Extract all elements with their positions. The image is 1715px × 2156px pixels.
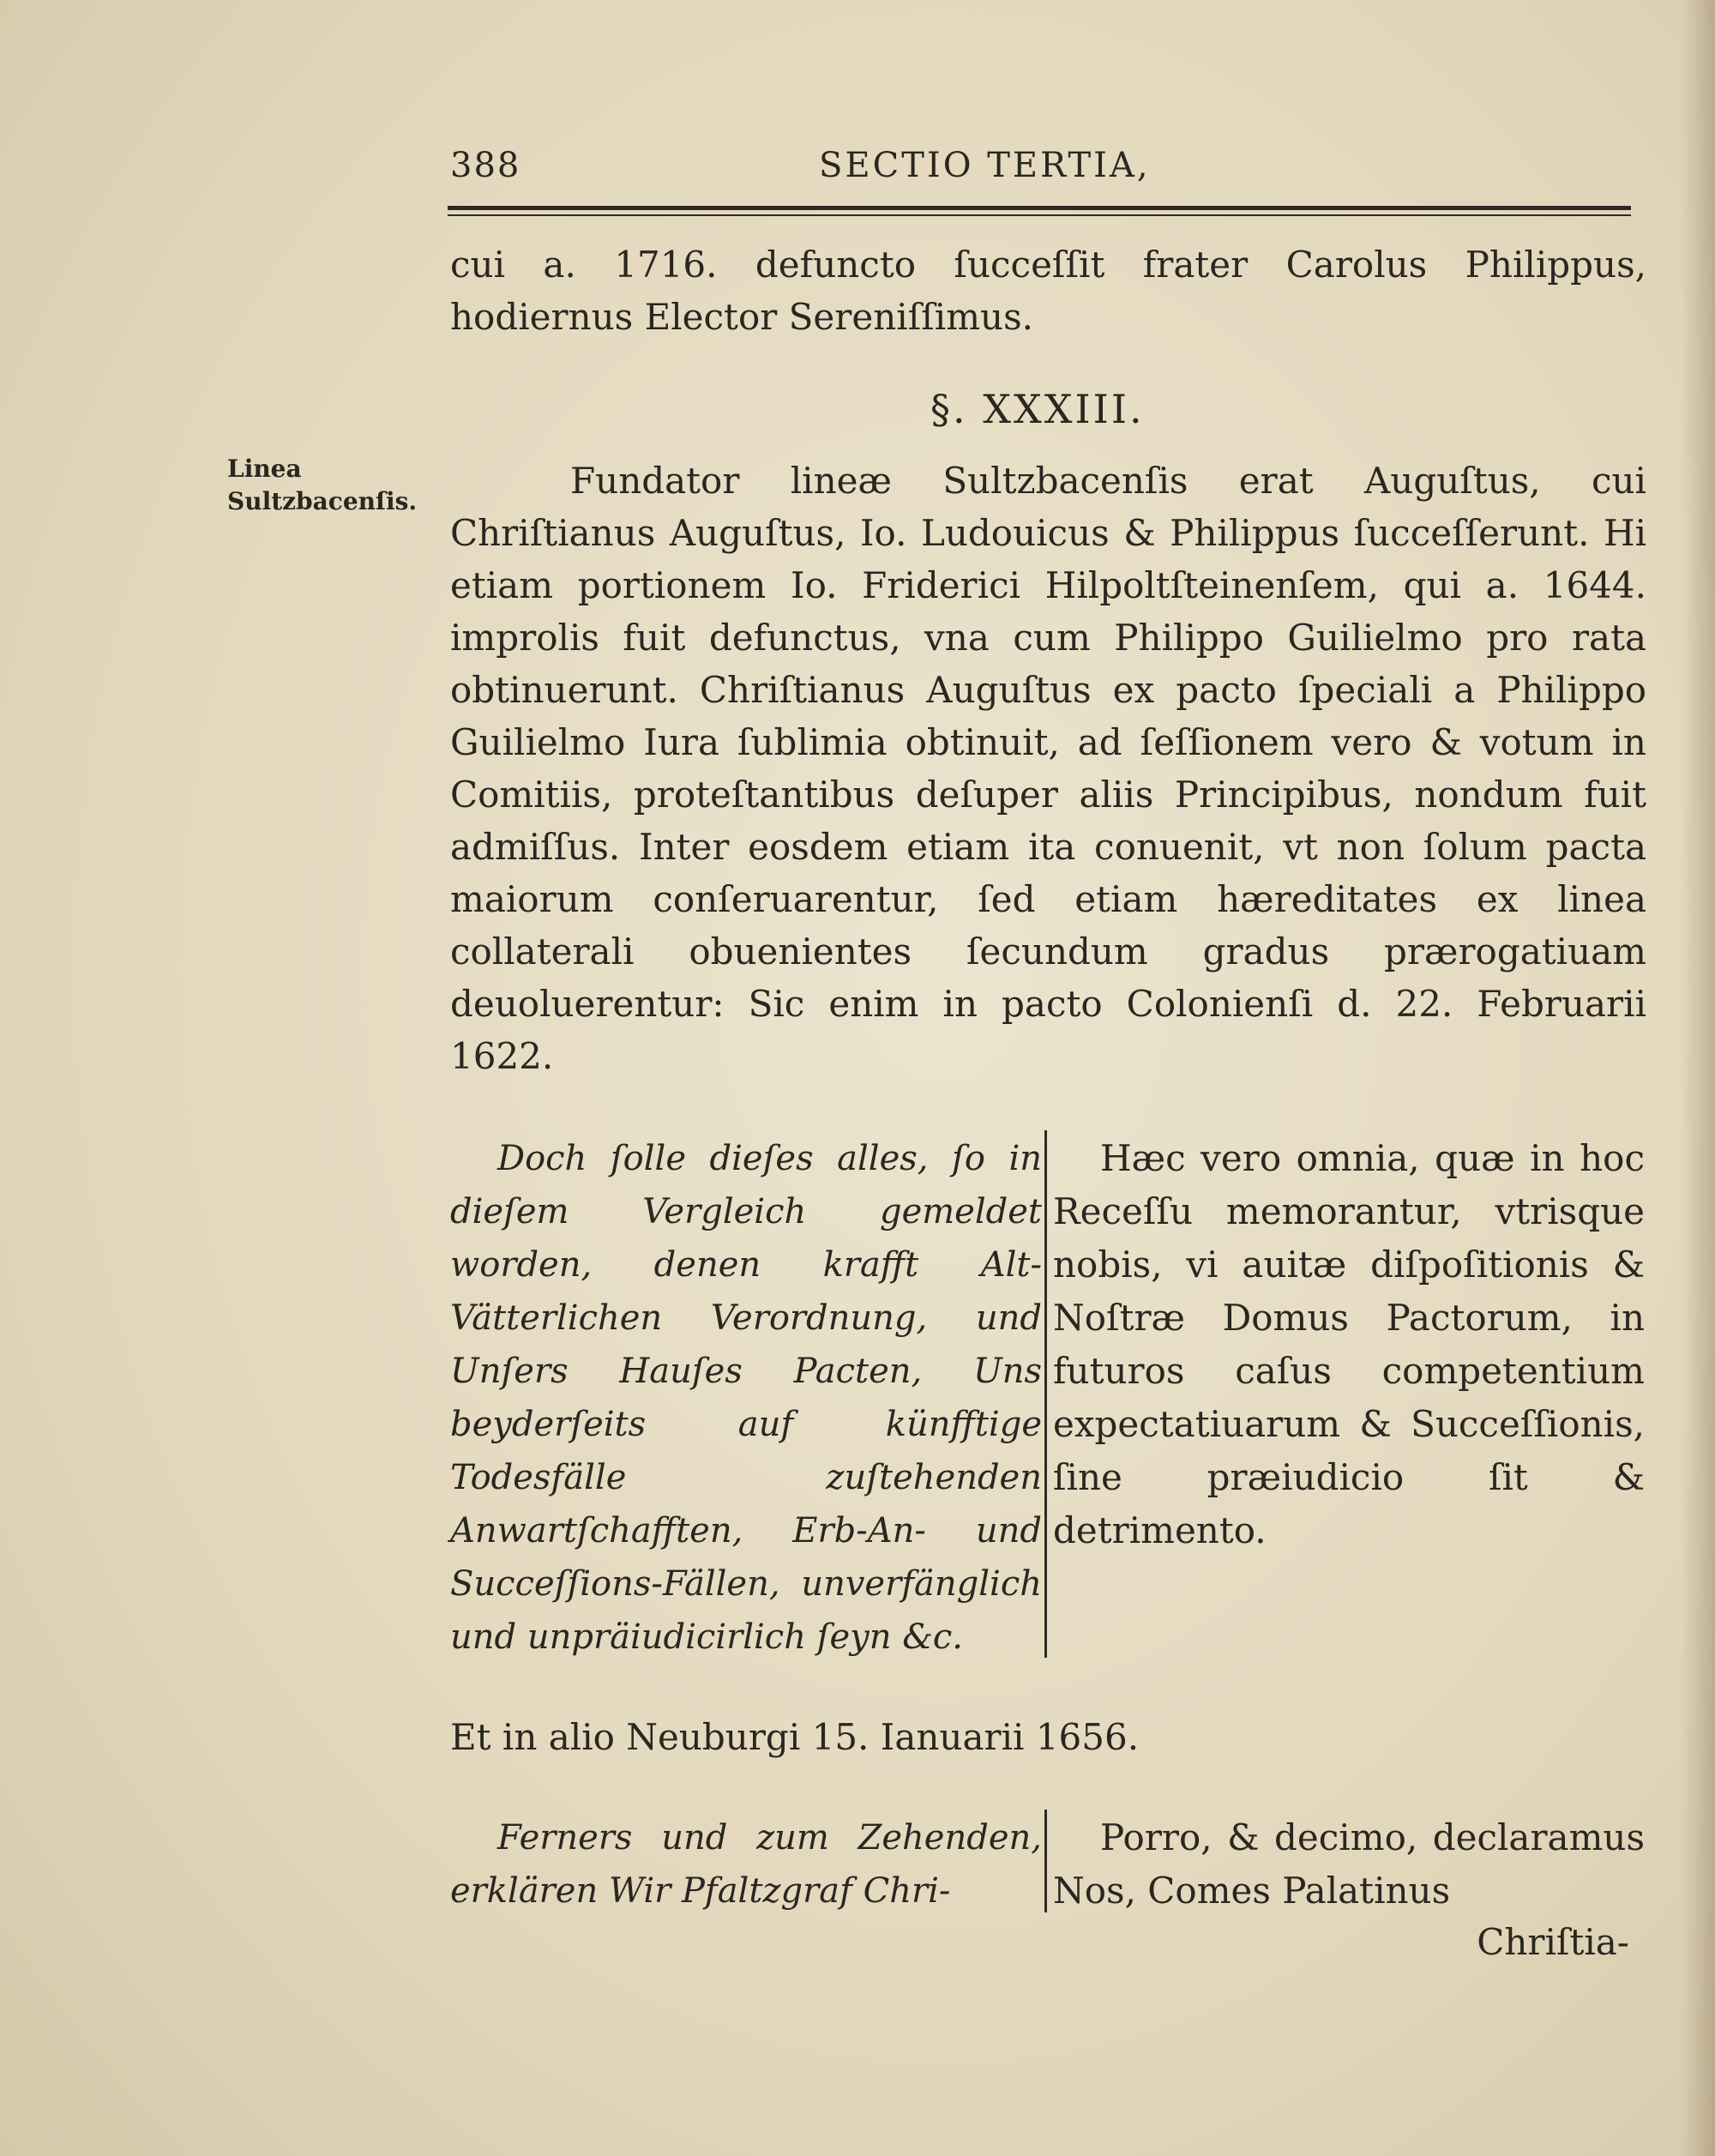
section-heading: §. XXXIII. (930, 386, 1145, 432)
quote-2-latin: Porro, & decimo, declaramus Nos, Comes Palatinus (1053, 1816, 1645, 1912)
page-header (450, 146, 1634, 197)
paragraph-2: Fundator lineæ Sultzbacenſis erat Auguſtus, cui Chriſtianus Auguſtus, Io. Ludouicus & Philippus ſucceſſerunt. Hi etiam portionem Io. Friderici Hilpoltſteinenſem, qui a. 1644. improlis fuit defunctus, vna cum Philippo Guilielmo pro rata obtinuerunt. Chriſtianus Auguſtus ex pacto ſpeciali a Philippo Guilielmo Iura ſublimia obtinuit, ad ſeſſionem vero & votum in Comitiis, proteſtantibus deſuper aliis Principibus, nondum fuit admiſſus. Inter eosdem etiam ita conuenit, vt non ſolum pacta maiorum conſeruarentur, ſed etiam hæreditates ex linea collaterali obuenientes ſecundum gradus prærogatiuam deuoluerentur: Sic enim in pacto Colonienſi d. 22. Februarii 1622. (450, 460, 1646, 1077)
paragraph-1: cui a. 1716. defuncto ſucceſſit frater Carolus Philippus, hodiernus Elector Sereniſſimus. (450, 244, 1646, 338)
column-divider-1 (1044, 1130, 1047, 1658)
paragraph-3: Et in alio Neuburgi 15. Ianuarii 1656. (450, 1716, 1140, 1758)
quote-2-german: Ferners und zum Zehenden, erklären Wir Pfaltzgraf Chri- (450, 1818, 1042, 1911)
catchword: Chriſtia- (1477, 1921, 1629, 1963)
margin-note: Linea Sultzbacenſis. (227, 455, 418, 515)
quote-1-german: Doch ſolle dieſes alles, ſo in dieſem Vergleich gemeldet worden, denen krafft Alt-Vätterlichen Verordnung, und Unſers Hauſes Pacten, Uns beyderſeits auf künfftige Todesfälle zuſtehenden Anwartſchafften, Erb-An- und Succeſſions-Fällen, unverfänglich und unpräiudicirlich ſeyn &c. (450, 1139, 1042, 1657)
running-title: SECTIO TERTIA, (819, 146, 1151, 185)
page-edge-shadow (1681, 0, 1715, 2156)
header-rule (448, 206, 1631, 210)
column-divider-2 (1044, 1810, 1047, 1912)
page-number: 388 (450, 146, 521, 185)
header-rule-thin (448, 214, 1631, 216)
quote-1-latin: Hæc vero omnia, quæ in hoc Receſſu memorantur, vtrisque nobis, vi auitæ diſpoſitionis & Noſtræ Domus Pactorum, in futuros caſus competentium expectatiuarum & Succeſſionis, ſine præiudicio ſit & detrimento. (1053, 1137, 1645, 1551)
